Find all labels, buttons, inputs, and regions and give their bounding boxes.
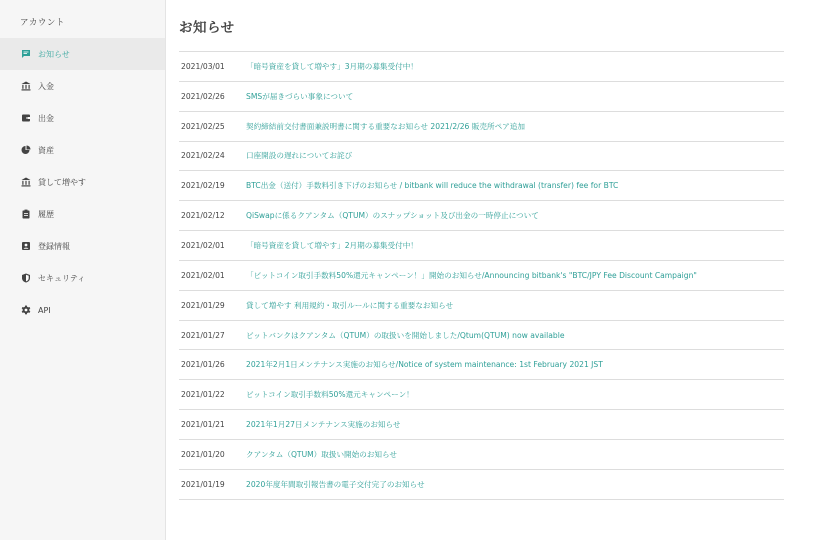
sidebar-nav (0, 38, 165, 326)
sidebar-item-label: 貸して増やす (38, 177, 86, 187)
news-title-link[interactable]: 「暗号資産を貸して増やす」2月期の募集受付中！ (246, 240, 418, 250)
sidebar-heading: アカウント (20, 18, 65, 28)
news-date: 2021/01/26 (181, 360, 225, 370)
sidebar-item-api[interactable] (0, 294, 165, 326)
news-date: 2021/01/27 (181, 330, 225, 340)
news-title-link[interactable]: 「暗号資産を貸して増やす」3月期の募集受付中！ (246, 61, 418, 71)
sidebar-item-label: API (38, 305, 51, 315)
news-date: 2021/02/01 (181, 240, 225, 250)
news-title-link[interactable]: クアンタム（QTUM）取扱い開始のお知らせ (246, 449, 397, 459)
news-date: 2021/02/12 (181, 211, 225, 221)
news-row (179, 350, 784, 380)
news-row (179, 231, 784, 261)
news-date: 2021/02/26 (181, 91, 225, 101)
news-title-link[interactable]: 「ビットコイン取引手数料50%還元キャンペーン！」開始のお知らせ/Announcing bitbank's "BTC/JPY Fee Discount Campaign" (246, 270, 697, 280)
id-card-icon (21, 241, 31, 251)
wallet-icon (21, 113, 31, 123)
sidebar-item-label: 履歴 (38, 209, 54, 219)
main-content (166, 0, 816, 540)
news-title-link[interactable]: BTC出金（送付）手数料引き下げのお知らせ / bitbank will reduce the withdrawal (transfer) fee for BTC (246, 181, 619, 191)
news-row (179, 201, 784, 231)
news-row (179, 142, 784, 172)
news-row (179, 112, 784, 142)
news-title-link[interactable]: 2020年度年間取引報告書の電子交付完了のお知らせ (246, 479, 425, 489)
sidebar-item-label: 出金 (38, 113, 54, 123)
sidebar (0, 0, 166, 540)
news-row (179, 291, 784, 321)
news-row (179, 470, 784, 500)
sidebar-item-profile[interactable] (0, 230, 165, 262)
news-title-link[interactable]: ビットコイン取引手数料50%還元キャンペーン！ (246, 390, 414, 400)
news-row (179, 380, 784, 410)
news-title-link[interactable]: 2021年2月1日メンテナンス実施のお知らせ/Notice of system maintenance: 1st February 2021 JST (246, 360, 603, 370)
news-date: 2021/02/01 (181, 270, 225, 280)
sidebar-item-news[interactable] (0, 38, 165, 70)
news-row (179, 261, 784, 291)
news-date: 2021/01/20 (181, 449, 225, 459)
sidebar-item-label: 入金 (38, 81, 54, 91)
sidebar-item-label: セキュリティ (38, 273, 86, 283)
news-date: 2021/02/25 (181, 121, 225, 131)
news-row (179, 440, 784, 470)
news-row (179, 82, 784, 112)
news-title-link[interactable]: 貸して増やす 利用規約・取引ルールに関する重要なお知らせ (246, 300, 454, 310)
news-date: 2021/01/21 (181, 420, 225, 430)
news-row (179, 171, 784, 201)
news-date: 2021/02/24 (181, 151, 225, 161)
sidebar-item-label: 登録情報 (38, 241, 70, 251)
gear-icon (21, 305, 31, 315)
news-list (179, 51, 784, 500)
sidebar-item-assets[interactable] (0, 134, 165, 166)
bank-icon (21, 177, 31, 187)
news-date: 2021/01/22 (181, 390, 225, 400)
news-date: 2021/01/29 (181, 300, 225, 310)
news-date: 2021/03/01 (181, 61, 225, 71)
news-title-link[interactable]: ビットバンクはクアンタム（QTUM）の取扱いを開始しました/Qtum(QTUM) now available (246, 330, 565, 340)
news-date: 2021/02/19 (181, 181, 225, 191)
news-title-link[interactable]: SMSが届きづらい事象について (246, 91, 354, 101)
pie-chart-icon (21, 145, 31, 155)
news-title-link[interactable]: QiSwapに係るクアンタム（QTUM）のスナップショット及び出金の一時停止について (246, 211, 539, 221)
news-title-link[interactable]: 口座開設の遅れについてお詫び (246, 151, 353, 161)
sidebar-item-label: お知らせ (38, 49, 70, 59)
page-title: お知らせ (179, 20, 235, 36)
news-date: 2021/01/19 (181, 479, 225, 489)
bank-icon (21, 81, 31, 91)
sidebar-item-label: 資産 (38, 145, 54, 155)
shield-icon (21, 273, 31, 283)
sidebar-item-security[interactable] (0, 262, 165, 294)
news-title-link[interactable]: 契約締結前交付書面兼説明書に関する重要なお知らせ 2021/2/26 販売所ペア追加 (246, 121, 525, 131)
sidebar-item-history[interactable] (0, 198, 165, 230)
news-row (179, 321, 784, 351)
news-row (179, 410, 784, 440)
sidebar-item-lending[interactable] (0, 166, 165, 198)
news-title-link[interactable]: 2021年1月27日メンテナンス実施のお知らせ (246, 420, 401, 430)
sidebar-item-withdraw[interactable] (0, 102, 165, 134)
clipboard-icon (21, 209, 31, 219)
message-icon (21, 49, 31, 59)
sidebar-item-deposit[interactable] (0, 70, 165, 102)
news-row (179, 52, 784, 82)
